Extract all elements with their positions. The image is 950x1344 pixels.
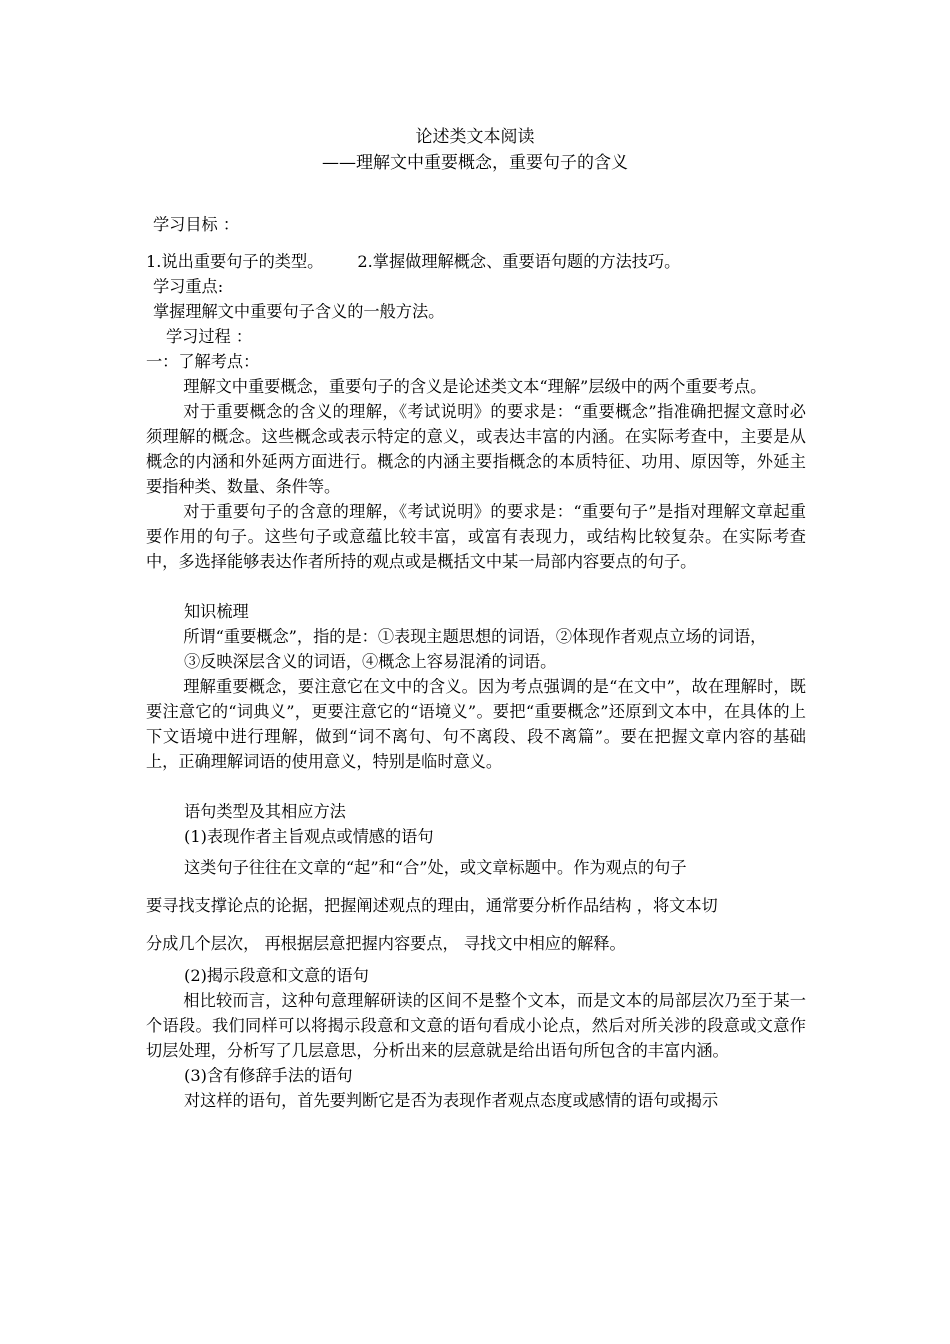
focus-text: 掌握理解文中重要句子含义的一般方法。 [153,302,445,321]
objectives-list [146,249,806,274]
section1-heading: 一：了解考点： [146,352,260,371]
document-body [146,212,806,1113]
type-1-line-2: 要寻找支撑论点的论据，把握阐述观点的理由，通常要分析作品结构 ，将文本切 [146,896,718,915]
process-heading: 学习过程 ： [166,327,253,346]
title-block [0,124,950,176]
document-subtitle: ——理解文中重要概念，重要句子的含义 [322,153,628,173]
types-heading: 语句类型及其相应方法 [184,802,346,821]
spacer [146,774,806,799]
spacer [146,574,806,599]
knowledge-paragraph-2: ③反映深层含义的词语，④概念上容易混淆的词语。 [184,652,557,671]
objectives-heading: 学习目标 ： [153,215,240,234]
section1-paragraph-3: 对于重要句子的含意的理解，《考试说明》的要求是：“重要句子”是指对理解文章起重要作用的句子。这些句子或意蕴比较丰富，或富有表现力，或结构比较复杂。在实际考查中，多选择能够表达作者所持的观点或是概括文中某一局部内容要点的句子。 [146,502,806,571]
section1-paragraph-2: 对于重要概念的含义的理解，《考试说明》的要求是：“重要概念”指准确把握文意时必须理解的概念。这些概念或表示特定的意义，或表达丰富的内涵。在实际考查中，主要是从概念的内涵和外延两方面进行。概念的内涵主要指概念的本质特征、功用、原因等，外延主要指种类、数量、条件等。 [146,402,806,496]
spacer [146,237,806,249]
objective-item-2: 2.掌握做理解概念、重要语句题的方法技巧。 [357,252,681,271]
type-3-heading: (3)含有修辞手法的语句 [184,1066,353,1085]
type-3-text: 对这样的语句，首先要判断它是否为表现作者观点态度或感情的语句或揭示 [184,1091,719,1110]
type-1-heading: (1)表现作者主旨观点或情感的语句 [184,827,434,846]
type-1-line-1: 这类句子往往在文章的“起”和“合”处，或文章标题中。作为观点的句子 [184,858,687,877]
type-2-heading: (2)揭示段意和文意的语句 [184,966,369,985]
document-title: 论述类文本阅读 [415,127,535,147]
objective-item-1: 1.说出重要句子的类型。 [146,252,324,271]
knowledge-paragraph-1: 所谓“重要概念”，指的是：①表现主题思想的词语，②体现作者观点立场的词语， [183,627,767,646]
section1-paragraph-1: 理解文中重要概念，重要句子的含义是论述类文本“理解”层级中的两个重要考点。 [183,377,767,396]
focus-heading: 学习重点: [153,277,224,296]
knowledge-heading: 知识梳理 [184,602,249,621]
type-1-line-3: 分成几个层次， 再根据层意把握内容要点， 寻找文中相应的解释。 [146,934,626,953]
knowledge-paragraph-3: 理解重要概念，要注意它在文中的含义。因为考点强调的是“在文中”，故在理解时，既要注意它的“词典义”，更要注意它的“语境义”。要把“重要概念”还原到文本中，在具体的上下文语境中进行理解，做到“词不离句、句不离段、段不离篇”。要在把握文章内容的基础上，正确理解词语的使用意义，特别是临时意义。 [146,677,806,771]
type-2-text: 相比较而言，这种句意理解研读的区间不是整个文本，而是文本的局部层次乃至于某一个语段。我们同样可以将揭示段意和文意的语句看成小论点，然后对所关涉的段意或文意作切层处理，分析写了几层意思，分析出来的层意就是给出语句所包含的丰富内涵。 [146,991,806,1060]
